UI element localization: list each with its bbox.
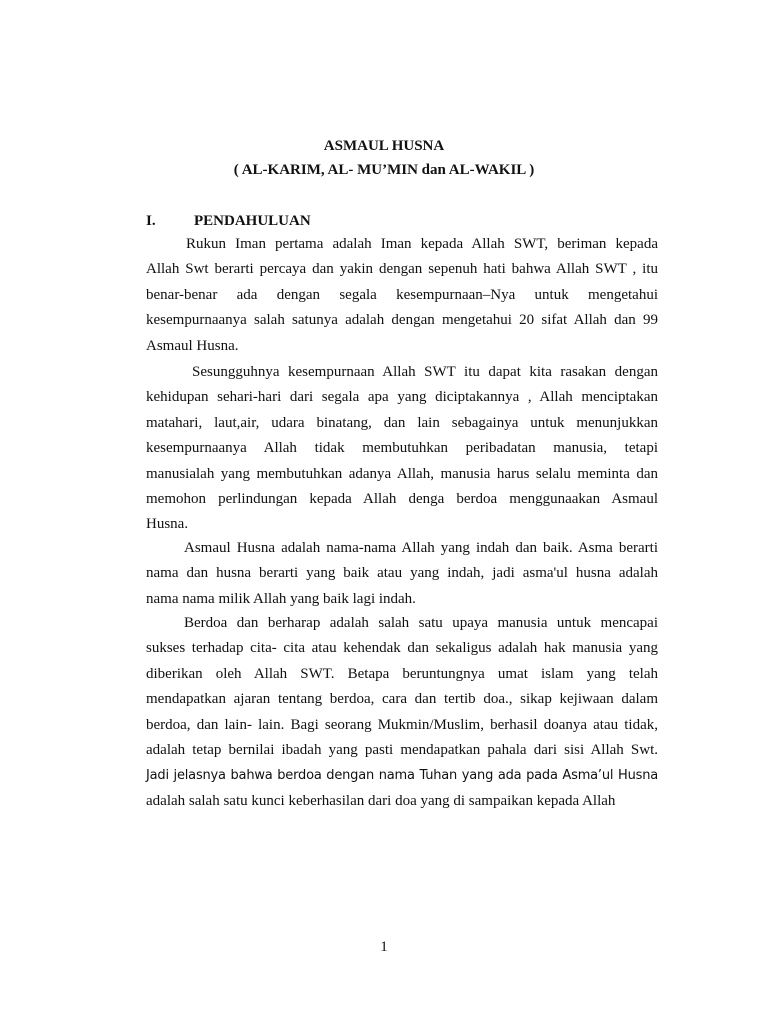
paragraph-1 xyxy=(146,232,658,359)
paragraph-line: mendapatkan ajaran tentang berdoa, cara dan tertib doa., sikap kejiwaan dalam xyxy=(146,691,658,708)
paragraph-line: Berdoa dan berharap adalah salah satu upaya manusia untuk mencapai xyxy=(184,615,658,631)
paragraph-line: matahari, laut,air, udara binatang, dan lain sebagainya untuk menunjukkan xyxy=(146,414,658,431)
paragraph-line: adalah salah satu kunci keberhasilan dari doa yang di sampaikan kepada Allah xyxy=(146,792,616,809)
paragraph-line: Asmaul Husna. xyxy=(146,337,239,354)
paragraph-2 xyxy=(146,360,658,538)
paragraph-4 xyxy=(146,611,658,814)
paragraph-line: manusialah yang membutuhkan adanya Allah, manusia harus selalu meminta dan xyxy=(146,465,658,482)
paragraph-line: nama nama milik Allah yang baik lagi indah. xyxy=(146,590,416,607)
paragraph-line: Jadi jelasnya bahwa berdoa dengan nama Tuhan yang ada pada Asma’ul Husna xyxy=(146,768,658,784)
paragraph-line: berdoa, dan lain- lain. Bagi seorang Mukmin/Muslim, berhasil doanya atau tidak, xyxy=(146,716,658,733)
paragraph-line: sukses terhadap cita- cita atau kehendak dan sekaligus adalah hak manusia yang xyxy=(146,640,658,657)
paragraph-line: benar-benar ada dengan segala kesempurnaan–Nya untuk mengetahui xyxy=(146,286,658,303)
paragraph-line: Sesungguhnya kesempurnaan Allah SWT itu dapat kita rasakan dengan xyxy=(192,364,658,380)
paragraph-line: Husna. xyxy=(146,516,189,533)
paragraph-line: memohon perlindungan kepada Allah denga berdoa menggunaakan Asmaul xyxy=(146,491,658,508)
paragraph-3 xyxy=(146,536,658,612)
paragraph-line: kesempurnaanya Allah tidak membutuhkan peribadatan manusia, tetapi xyxy=(146,440,658,457)
paragraph-line: kesempurnaanya salah satunya adalah dengan mengetahui 20 sifat Allah dan 99 xyxy=(146,312,658,329)
page-number: 1 xyxy=(380,939,388,955)
paragraph-line: Rukun Iman pertama adalah Iman kepada Allah SWT, beriman kepada xyxy=(186,236,658,252)
paragraph-line: nama dan husna berarti yang baik atau yang indah, jadi asma'ul husna adalah xyxy=(146,565,658,582)
paragraph-line: Asmaul Husna adalah nama-nama Allah yang indah dan baik. Asma berarti xyxy=(184,540,658,556)
section-heading: PENDAHULUAN xyxy=(194,213,311,229)
paragraph-line: Allah Swt berarti percaya dan yakin dengan sepenuh hati bahwa Allah SWT , itu xyxy=(146,261,658,278)
document-subtitle: ( AL-KARIM, AL- MU’MIN dan AL-WAKIL ) xyxy=(233,162,535,178)
paragraph-line: kehidupan sehari-hari dari segala apa yang diciptakannya , Allah menciptakan xyxy=(146,389,658,406)
paragraph-line: adalah tetap bernilai ibadah yang pasti mendapatkan pahala dari sisi Allah Swt. xyxy=(146,742,658,759)
paragraph-line: diberikan oleh Allah SWT. Betapa beruntungnya umat islam yang telah xyxy=(146,665,658,682)
section-number: I. xyxy=(146,213,156,229)
document-title: ASMAUL HUSNA xyxy=(323,138,445,154)
